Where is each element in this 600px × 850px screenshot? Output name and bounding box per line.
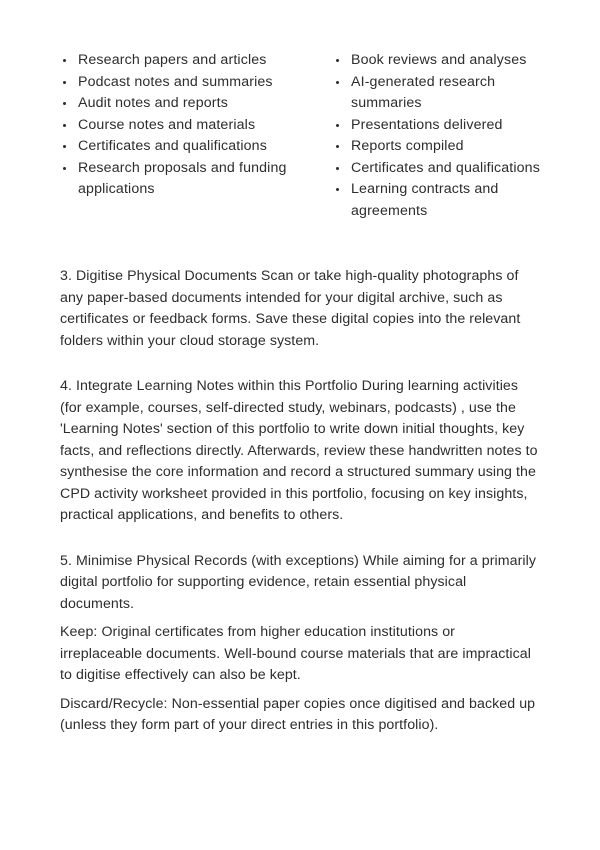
paragraph-section-4: 4. Integrate Learning Notes within this Portfolio During learning activities (for example, courses, self-directed study, webinars, podcasts) , use the 'Learning Notes' section of this portfolio to write down initial thoughts, key facts, and reflections directly. Afterwards, review these handwritten notes to synthesise the core information and record a structured summary using the CPD activity worksheet provided in this portfolio, focusing on key insights, practical applications, and benefits to others.: [60, 378, 538, 523]
paragraph-section-5-discard: Discard/Recycle: Non-essential paper copies once digitised and backed up (unless they form part of your direct entries in this portfolio).: [60, 695, 536, 733]
list-item: Book reviews and analyses: [333, 50, 540, 72]
bullet-list-left: [60, 50, 327, 201]
list-item: Audit notes and reports: [60, 93, 327, 115]
list-item: Research proposals and funding applications: [60, 158, 327, 201]
bullet-list-right: [333, 50, 540, 222]
list-item: Certificates and qualifications: [60, 136, 327, 158]
list-item: AI-generated research summaries: [333, 72, 540, 115]
list-item: Reports compiled: [333, 136, 540, 158]
list-item: Research papers and articles: [60, 50, 327, 72]
list-item: Certificates and qualifications: [333, 158, 540, 180]
evidence-list-left-column: [60, 50, 333, 201]
list-item: Podcast notes and summaries: [60, 72, 327, 94]
paragraph-section-5-keep: Keep: Original certificates from higher education institutions or irreplaceable documents. Well-bound course materials that are impractical to digitise effectively can also be kept.: [60, 624, 531, 683]
evidence-types-two-column-list: [60, 50, 540, 222]
list-item: Presentations delivered: [333, 115, 540, 137]
document-content: [60, 50, 540, 737]
list-item: Learning contracts and agreements: [333, 179, 540, 222]
list-paragraph-spacer: [60, 222, 540, 242]
list-item: Course notes and materials: [60, 115, 327, 137]
paragraph-section-3: 3. Digitise Physical Documents Scan or take high-quality photographs of any paper-based documents intended for your digital archive, such as certificates or feedback forms. Save these digital copies into the relevant folders within your cloud storage system.: [60, 268, 521, 349]
evidence-list-right-column: [333, 50, 540, 222]
paragraph-section-5: 5. Minimise Physical Records (with exceptions) While aiming for a primarily digital portfolio for supporting evidence, retain essential physical documents.: [60, 552, 537, 612]
